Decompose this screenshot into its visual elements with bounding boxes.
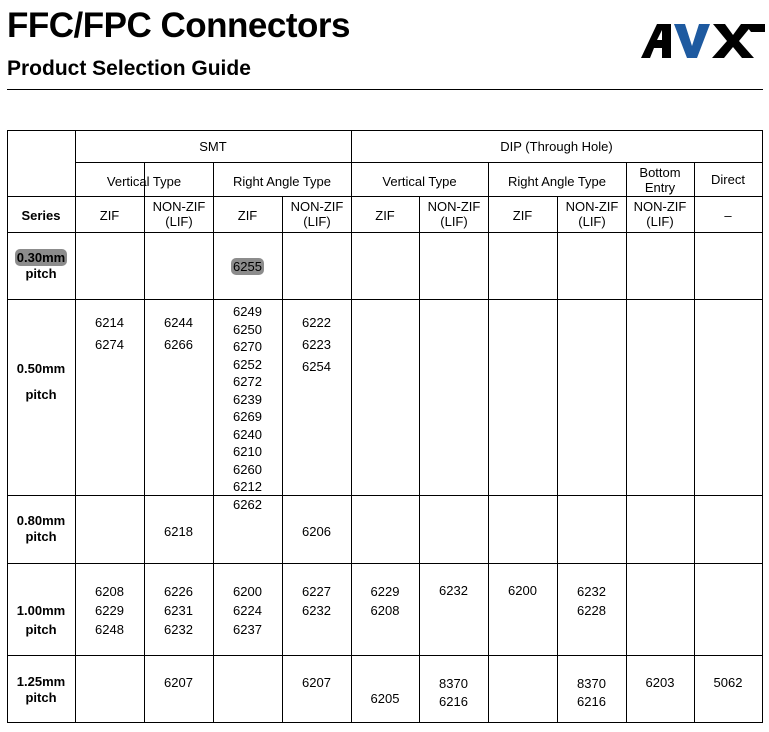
part-number: 6239 [233,391,262,407]
part-number: 6216 [577,693,606,709]
cell-050-smt-right-zif [213,303,282,513]
part-number: 6232 [302,603,331,618]
part-number: 6232 [164,622,193,637]
pitch-value-100: 1.00mm [16,603,66,618]
part-number: 6254 [302,359,331,374]
header-rule [7,89,763,90]
part-number: 6216 [439,693,468,709]
part-number: 6222 [302,315,331,330]
subgroup-smt-vertical: Vertical Type [106,174,182,189]
col-smt-right-zif: ZIF [237,208,258,223]
col-dip-right-nonzif: NON-ZIF (LIF) [565,199,619,229]
part-number: 6224 [233,603,262,618]
row-pitch-030 [7,250,75,282]
cell-050-smt-vertical-zif [75,312,144,356]
pitch-word-125: pitch [25,690,57,705]
page-title: FFC/FPC Connectors [7,6,350,45]
pitch-word-080: pitch [25,529,57,544]
highlight-badge: 6255 [233,259,262,274]
cell-100-dip-right-zif: 6200 [508,583,537,598]
part-number: 6244 [164,315,193,330]
cell-050-smt-vertical-nonzif [144,312,213,356]
subgroup-direct: Direct [711,172,745,187]
col-bottom-entry-nonzif: NON-ZIF (LIF) [633,199,687,229]
part-number: 6270 [233,339,262,354]
col-smt-vertical-zif: ZIF [99,208,120,223]
cell-030-smt-right-zif [213,259,282,274]
cell-125-smt-right-nonzif: 6207 [302,675,331,690]
page-subtitle: Product Selection Guide [7,57,251,80]
part-number: 6227 [302,584,331,599]
subgroup-bottom-entry: Bottom Entry [639,165,681,195]
cell-125-dip-right-nonzif [557,675,626,710]
col-smt-vertical-nonzif: NON-ZIF (LIF) [152,199,206,229]
row-pitch-125 [7,674,75,706]
col-dip-vertical-zif: ZIF [375,208,395,223]
part-number: 6266 [164,337,193,352]
cell-050-smt-right-nonzif [282,312,351,378]
part-number: 6240 [233,426,262,442]
cell-100-smt-right-zif [213,582,282,639]
part-number: 6212 [233,479,262,494]
pitch-value-050: 0.50mm [16,361,66,376]
cell-125-dip-vertical-nonzif [419,675,488,710]
col-series: Series [21,208,61,223]
part-number: 6231 [164,603,193,618]
cell-125-direct: 5062 [713,675,743,690]
pitch-word-030: pitch [25,266,57,281]
part-number: 6208 [95,584,124,599]
subgroup-dip-right-angle: Right Angle Type [507,174,607,189]
part-number: 6229 [370,584,400,599]
part-number: 6250 [233,321,262,337]
row-pitch-050 [7,356,75,408]
cell-080-smt-vertical-nonzif: 6218 [164,524,193,539]
cell-100-dip-right-nonzif [557,582,626,620]
subgroup-smt-right-angle: Right Angle Type [232,174,332,189]
subgroup-dip-vertical: Vertical Type [382,174,457,189]
part-number: 6260 [233,461,262,477]
part-number: 6200 [233,584,262,599]
avx-logo [641,18,765,64]
part-number: 6248 [95,622,124,637]
group-smt: SMT [199,139,227,154]
part-number: 6214 [95,315,124,330]
pitch-value-125: 1.25mm [16,674,66,689]
pitch-word-100: pitch [25,622,57,637]
part-number: 6223 [302,337,331,352]
part-number: 6229 [95,603,124,618]
row-pitch-100 [7,601,75,639]
part-number: 6226 [164,584,193,599]
col-smt-right-nonzif: NON-ZIF (LIF) [290,199,344,229]
part-number: 6249 [233,304,262,319]
pitch-word-050: pitch [25,387,57,402]
cell-125-smt-vertical-nonzif: 6207 [164,675,193,690]
cell-080-smt-right-nonzif: 6206 [302,524,331,539]
part-number: 6269 [233,409,262,424]
part-number: 6237 [233,622,262,637]
part-number: 8370 [439,676,468,691]
pitch-value-080: 0.80mm [16,513,66,528]
cell-125-bottom-entry: 6203 [645,675,675,690]
part-number: 6274 [95,337,124,352]
part-number: 6210 [233,444,262,459]
part-number: 6262 [233,496,262,512]
cell-100-smt-right-nonzif [282,582,351,620]
cell-100-smt-vertical-zif [75,582,144,639]
cell-125-dip-vertical-zif: 6205 [370,691,400,706]
group-dip: DIP (Through Hole) [500,139,613,154]
selection-table [7,130,762,723]
col-dip-right-zif: ZIF [512,208,533,223]
part-number: 8370 [577,676,606,691]
col-dip-vertical-nonzif: NON-ZIF (LIF) [427,199,481,229]
part-number: 6228 [577,603,606,618]
row-pitch-080 [7,513,75,545]
part-number: 6208 [370,603,400,618]
part-number: 6252 [233,356,262,372]
cell-100-dip-vertical-nonzif: 6232 [439,583,468,598]
cell-100-smt-vertical-nonzif [144,582,213,639]
part-number: 6272 [233,374,262,389]
pitch-value-030: 0.30mm [16,250,66,265]
col-direct: – [724,208,732,223]
part-number: 6232 [577,584,606,599]
cell-100-dip-vertical-zif [351,582,419,620]
